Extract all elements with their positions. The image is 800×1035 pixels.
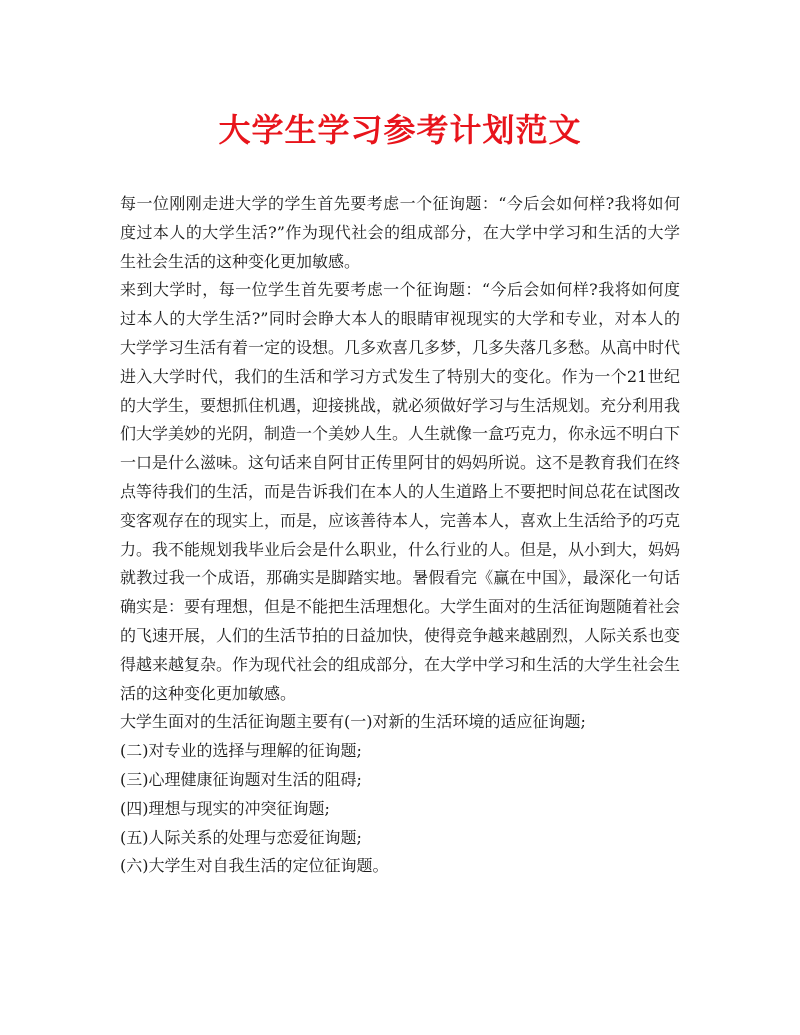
list-item-issue-2: (二)对专业的选择与理解的征询题;	[120, 741, 362, 761]
list-item-issue-4: (四)理想与现实的冲突征询题;	[120, 798, 330, 818]
list-item-issue-5: (五)人际关系的处理与恋爱征询题;	[120, 827, 362, 847]
document-body	[120, 190, 680, 881]
paragraph-main: 来到大学时，每一位学生首先要考虑一个征询题：“今后会如何样?我将如何度过本人的大学生活?”同时会睁大本人的眼睛审视现实的大学和专业，对本人的大学学习生活有着一定的设想。几多欢喜几多梦，几多失落几多愁。从高中时代进入大学时代，我们的生活和学习方式发生了特别大的变化。作为一个21世纪的大学生，要想抓住机遇，迎接挑战，就必须做好学习与生活规划。充分利用我们大学美妙的光阴，制造一个美妙人生。人生就像一盒巧克力，你永远不明白下一口是什么滋味。这句话来自阿甘正传里阿甘的妈妈所说。这不是教育我们在终点等待我们的生活，而是告诉我们在本人的人生道路上不要把时间总花在试图改变客观存在的现实上，而是，应该善待本人，完善本人，喜欢上生活给予的巧克力。我不能规划我毕业后会是什么职业，什么行业的人。但是，从小到大，妈妈就教过我一个成语，那确实是脚踏实地。暑假看完《赢在中国》，最深化一句话确实是：要有理想，但是不能把生活理想化。大学生面对的生活征询题随着社会的飞速开展，人们的生活节拍的日益加快，使得竞争越来越剧烈，人际关系也变得越来越复杂。作为现代社会的组成部分，在大学中学习和生活的大学生社会生活的这种变化更加敏感。	[120, 280, 681, 703]
paragraph-issues-heading: 大学生面对的生活征询题主要有(一)对新的生活环境的适应征询题;	[120, 712, 586, 732]
list-item-issue-6: (六)大学生对自我生活的定位征询题。	[120, 856, 389, 876]
paragraph-intro: 每一位刚刚走进大学的学生首先要考虑一个征询题：“今后会如何样?我将如何度过本人的大学生活?”作为现代社会的组成部分，在大学中学习和生活的大学生社会生活的这种变化更加敏感。	[120, 194, 680, 271]
list-item-issue-3: (三)心理健康征询题对生活的阻碍;	[120, 769, 362, 789]
document-title: 大学生学习参考计划范文	[218, 111, 582, 149]
